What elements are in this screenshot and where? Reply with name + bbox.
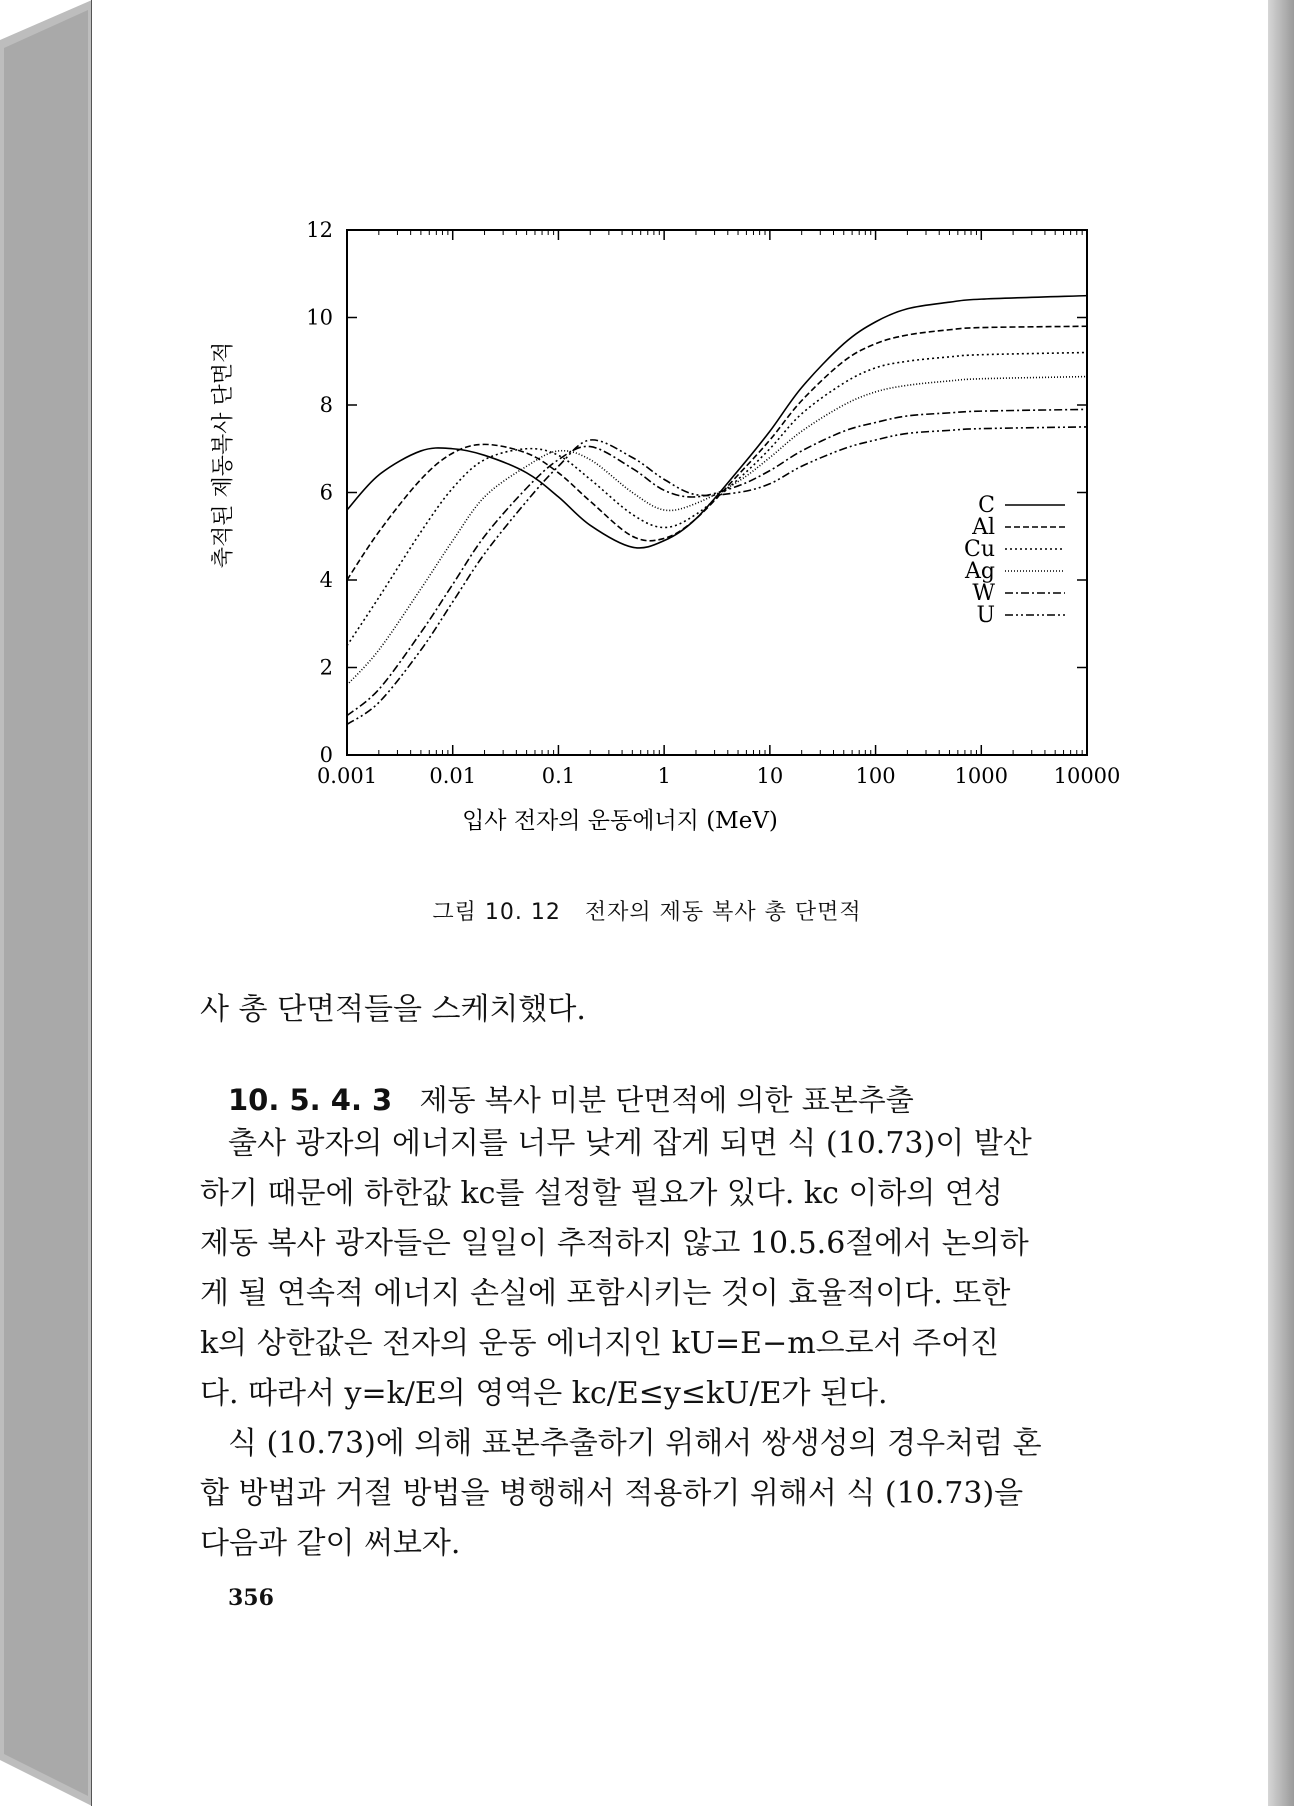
figure-caption-text: 전자의 제동 복사 총 단면적 [584,900,862,925]
x-tick-label: 0.001 [316,764,378,788]
y-tick-label: 8 [319,393,333,417]
y-tick-label: 6 [319,480,333,505]
y-tick-label: 2 [319,655,333,680]
x-tick-label: 100 [855,764,896,788]
paragraph-1-line: 게 될 연속적 에너지 손실에 포함시키는 것이 효율적이다. 또한 [200,1276,1011,1311]
section-number: 10. 5. 4. 3 [228,1083,393,1117]
paragraph-2-line: 식 (10.73)에 의해 표본추출하기 위해서 쌍생성의 경우처럼 혼 [228,1426,1042,1461]
paragraph-1-line: 출사 광자의 에너지를 너무 낮게 잡게 되면 식 (10.73)이 발산 [228,1126,1032,1161]
x-tick-label: 10000 [1053,764,1121,788]
x-tick-label: 0.1 [541,764,576,788]
section-heading [228,1078,914,1119]
x-tick-label: 10 [756,764,784,788]
y-tick-label: 0 [319,743,333,767]
x-axis-label: 입사 전자의 운동에너지 (MeV) [462,808,778,834]
figure-caption [0,895,1294,926]
x-tick-label: 1 [657,764,671,788]
section-title: 제동 복사 미분 단면적에 의한 표본추출 [419,1083,914,1117]
plot-frame [347,230,1087,755]
paragraph-2-line: 합 방법과 거절 방법을 병행해서 적용하기 위해서 식 (10.73)을 [200,1476,1024,1511]
paragraph-top: 사 총 단면적들을 스케치했다. [200,992,586,1027]
paragraph-1-line: 하기 때문에 하한값 kc를 설정할 필요가 있다. kc 이하의 연성 [200,1176,1003,1211]
paragraph-1-line: 제동 복사 광자들은 일일이 추적하지 않고 10.5.6절에서 논의하 [200,1226,1029,1261]
paragraph-2-line: 다음과 같이 써보자. [200,1526,461,1561]
y-tick-label: 4 [319,568,333,592]
legend-label-cu: Cu [963,537,995,562]
legend-label-al: Al [972,515,995,540]
page-number: 356 [228,1585,274,1611]
legend-label-u: U [976,603,995,628]
y-axis-label: 축적된 제동복사 단면적 [211,341,236,569]
y-tick-label: 12 [306,218,333,242]
paragraph-1-line: 다. 따라서 y=k/E의 영역은 kc/E≤y≤kU/E가 된다. [200,1376,888,1411]
legend-label-w: W [972,581,995,606]
x-tick-label: 1000 [954,764,1009,788]
paragraph-1-line: k의 상한값은 전자의 운동 에너지인 kU=E−m으로서 주어진 [200,1326,1000,1361]
y-tick-label: 10 [306,305,333,330]
x-tick-label: 0.01 [429,764,477,788]
bremsstrahlung-cross-section-chart [180,200,1140,960]
figure-caption-label: 그림 10. 12 [432,900,561,925]
legend-label-c: C [978,493,995,518]
series-line-c [347,296,1087,548]
legend-label-ag: Ag [965,559,995,584]
